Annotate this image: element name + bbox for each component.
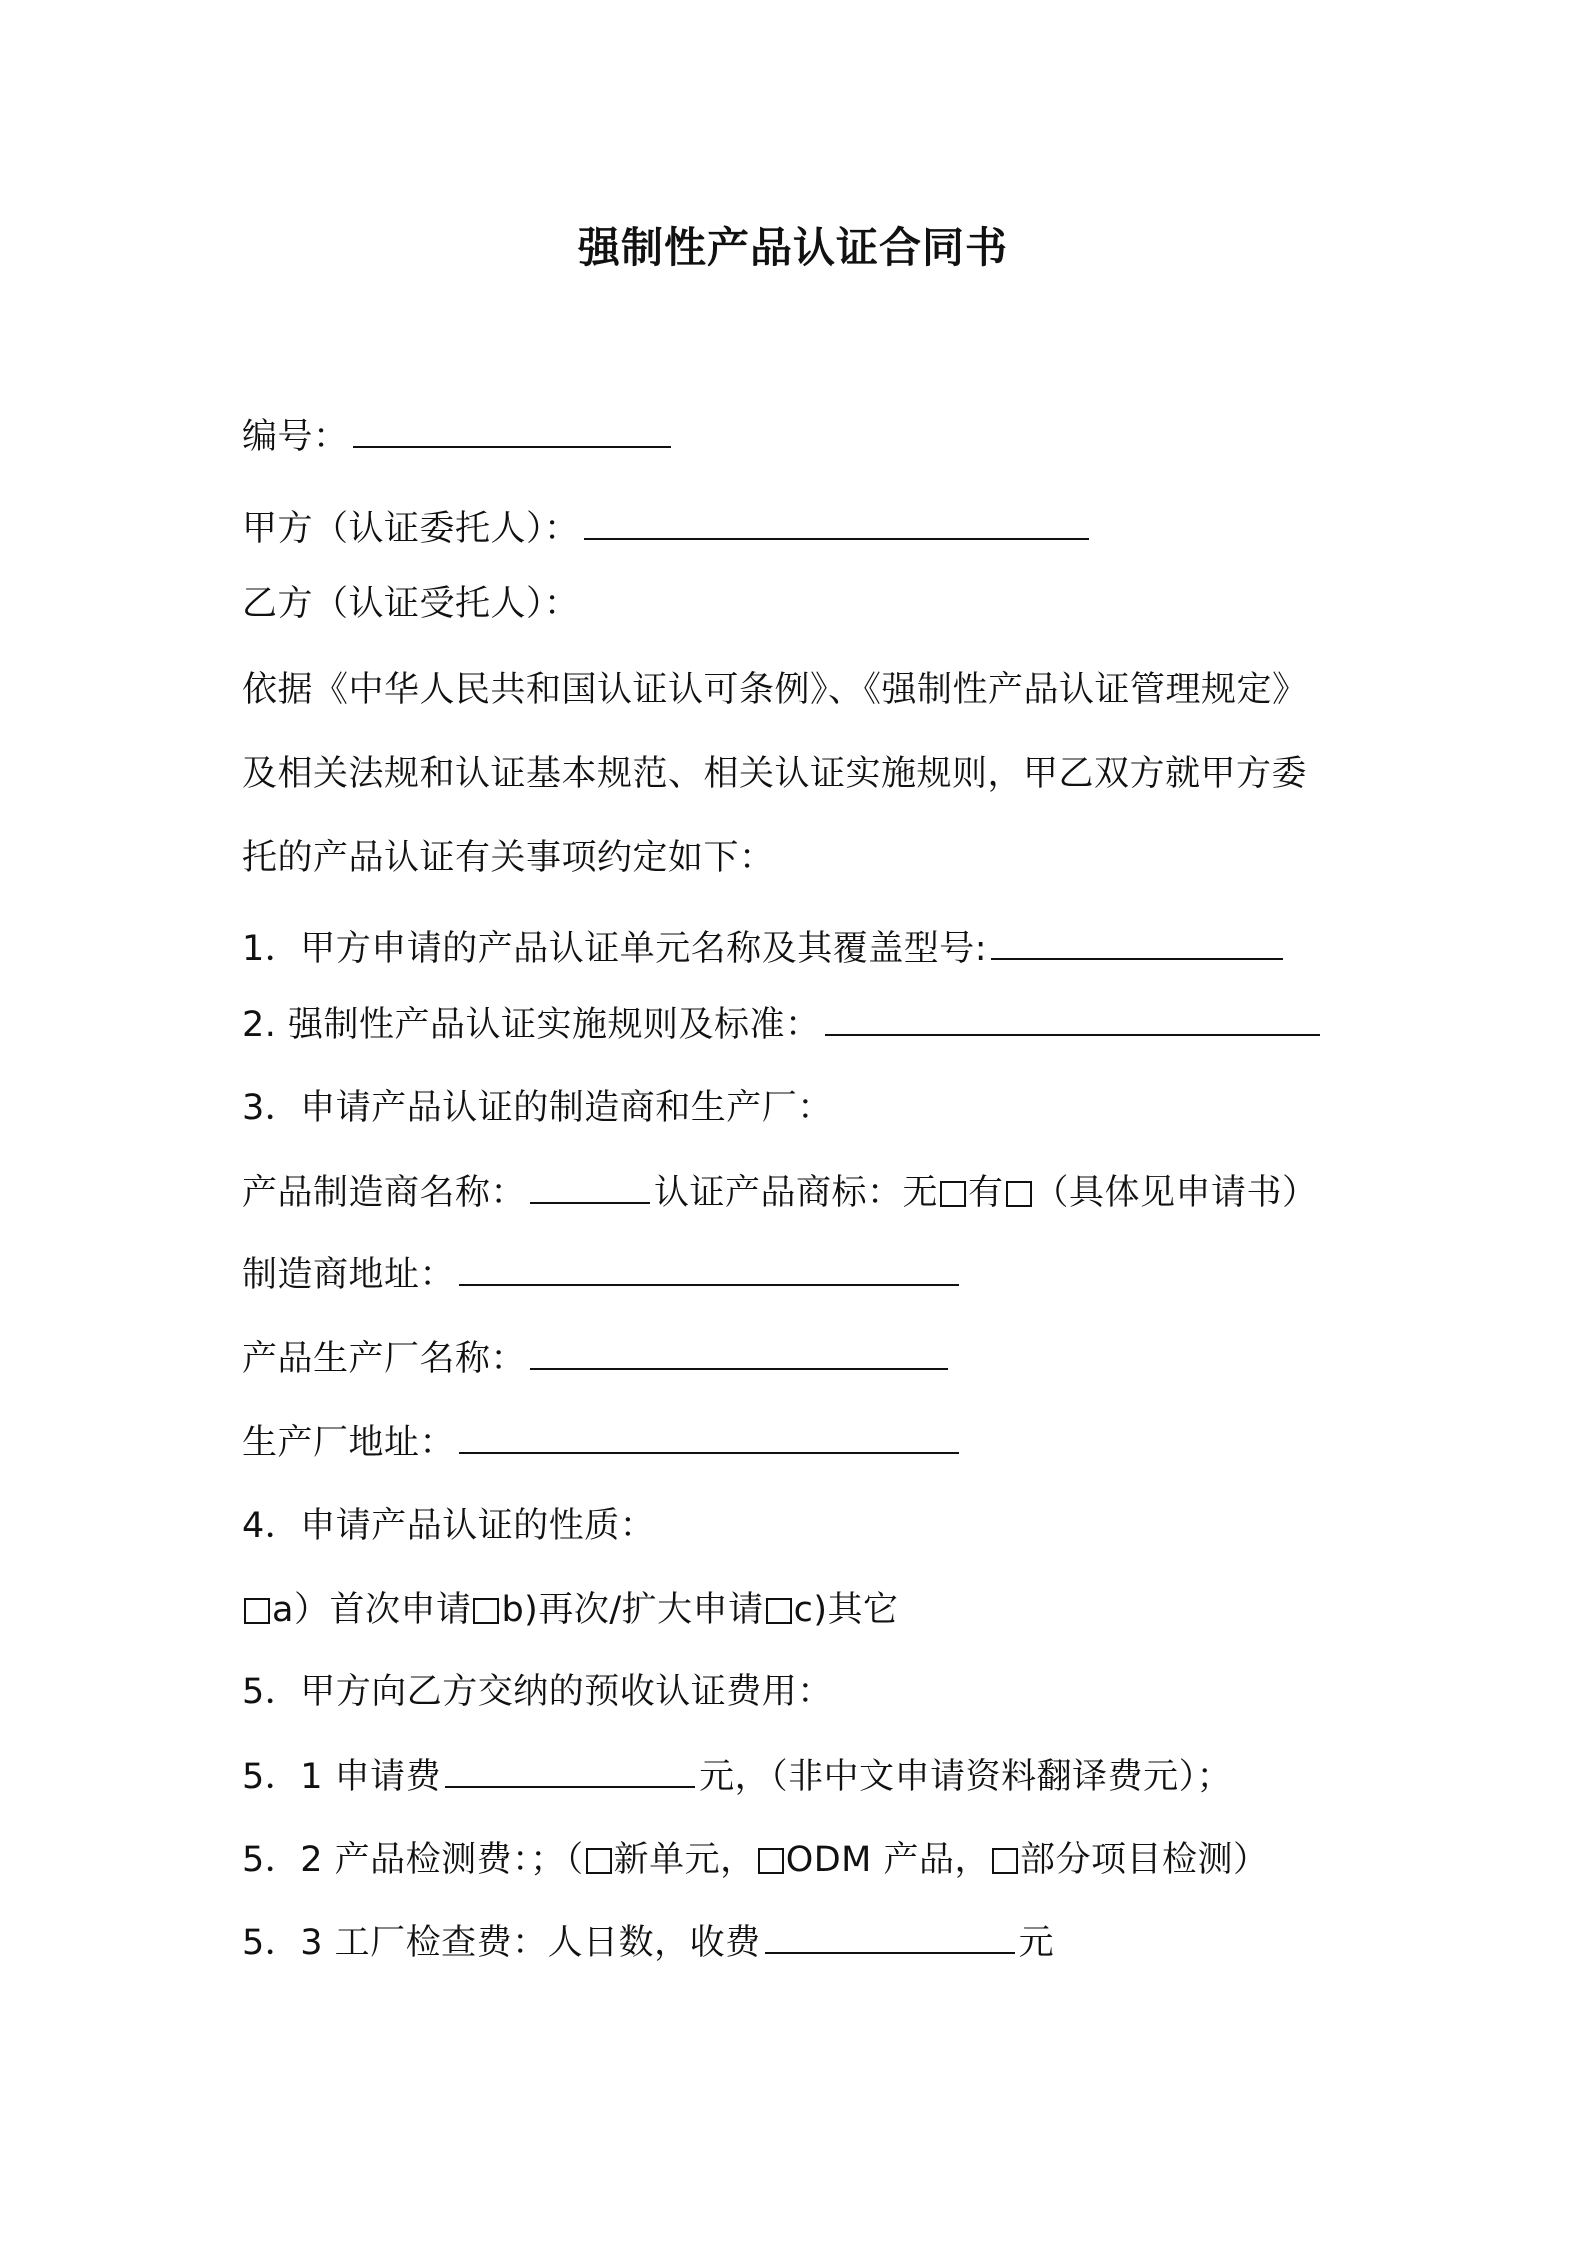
item-2-label: 2. 强制性产品认证实施规则及标准： [242,1005,821,1045]
party-a-blank[interactable] [584,504,1089,540]
nature-options-line [242,1586,899,1634]
maker-address-label: 制造商地址： [242,1255,456,1295]
partial-test-checkbox[interactable] [992,1848,1018,1874]
maker-name-line [242,1168,1318,1217]
party-a-line [242,504,1093,553]
item-1-line [242,924,1287,973]
other-label: c)其它 [793,1590,899,1630]
fee-2-label: 5．2 产品检测费：；（ [242,1840,584,1880]
preamble-line-2: 及相关法规和认证基本规范、相关认证实施规则，甲乙双方就甲方委 [242,754,1308,794]
fee-3-blank[interactable] [765,1918,1015,1954]
item-1-blank[interactable] [991,924,1283,960]
factory-address-line [242,1418,963,1467]
preamble-line-1: 依据《中华人民共和国认证认可条例》、《强制性产品认证管理规定》 [242,670,1308,710]
fee-1-blank[interactable] [445,1752,695,1788]
factory-name-label: 产品生产厂名称： [242,1339,527,1379]
factory-address-blank[interactable] [459,1418,959,1454]
item-2-line [242,1000,1324,1049]
trademark-note: （具体见申请书） [1033,1173,1318,1213]
other-checkbox[interactable] [766,1598,792,1624]
odm-product-label: ODM 产品， [785,1840,991,1880]
preamble-line-3: 托的产品认证有关事项约定如下： [242,838,775,878]
contract-number-blank[interactable] [353,412,671,448]
document-title: 强制性产品认证合同书 [577,223,1008,272]
trademark-none-checkbox[interactable] [940,1181,966,1207]
item-3-line: 3．申请产品认证的制造商和生产厂： [242,1088,833,1128]
fee-1-line [242,1752,1232,1801]
fee-2-line [242,1836,1269,1884]
party-b-label: 乙方（认证受托人）： [242,584,580,624]
first-application-checkbox[interactable] [244,1598,270,1624]
partial-test-label: 部分项目检测） [1020,1840,1269,1880]
trademark-has-checkbox[interactable] [1006,1181,1032,1207]
item-2-blank[interactable] [825,1000,1320,1036]
new-unit-checkbox[interactable] [586,1848,612,1874]
item-5-line: 5．甲方向乙方交纳的预收认证费用： [242,1672,833,1712]
maker-name-label: 产品制造商名称： [242,1173,527,1213]
party-a-label: 甲方（认证委托人）： [242,509,580,549]
re-application-checkbox[interactable] [473,1598,499,1624]
factory-name-blank[interactable] [530,1334,948,1370]
factory-address-label: 生产厂地址： [242,1423,456,1463]
maker-address-line [242,1250,963,1299]
party-b-line [242,580,580,628]
maker-address-blank[interactable] [459,1250,959,1286]
fee-1-tail: 元，（非中文申请资料翻译费元）； [699,1757,1233,1797]
fee-3-tail: 元 [1018,1923,1055,1963]
factory-name-line [242,1334,952,1383]
trademark-has-label: 有 [968,1173,1004,1213]
trademark-label: 认证产品商标：无 [654,1173,939,1213]
odm-product-checkbox[interactable] [758,1848,784,1874]
contract-number-label: 编号： [242,417,349,457]
fee-1-label: 5．1 申请费 [242,1757,442,1797]
first-application-label: a）首次申请 [272,1590,472,1630]
fee-3-line [242,1918,1054,1967]
fee-3-label: 5．3 工厂检查费：人日数，收费 [242,1923,761,1963]
maker-name-blank[interactable] [530,1168,650,1204]
new-unit-label: 新单元， [613,1840,756,1880]
re-application-label: b)再次/扩大申请 [501,1590,764,1630]
item-1-label: 1．甲方申请的产品认证单元名称及其覆盖型号: [242,929,988,969]
item-4-line: 4．申请产品认证的性质： [242,1506,656,1546]
contract-number-line [242,412,675,461]
